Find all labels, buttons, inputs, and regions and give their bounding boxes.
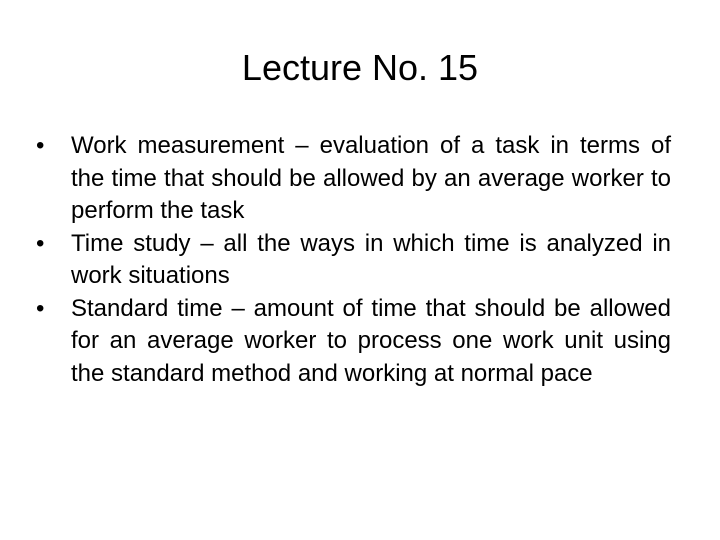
bullet-text: Work measurement – evaluation of a task in terms of the time that should be allowed by an average worker to perform the task [71, 132, 671, 224]
bullet-icon: • [36, 132, 45, 159]
bullet-item-standard-time [36, 293, 671, 391]
bullet-item-work-measurement [36, 130, 671, 228]
bullet-text: Time study – all the ways in which time is analyzed in work situations [71, 229, 671, 289]
bullet-icon: • [36, 294, 45, 322]
bullet-icon: • [36, 229, 45, 257]
bullet-list [36, 130, 671, 390]
slide-title: Lecture No. 15 [241, 47, 479, 88]
bullet-text: Standard time – amount of time that should be allowed for an average worker to process one work unit using the standard method and working at normal pace [71, 294, 671, 387]
bullet-item-time-study [36, 228, 671, 293]
